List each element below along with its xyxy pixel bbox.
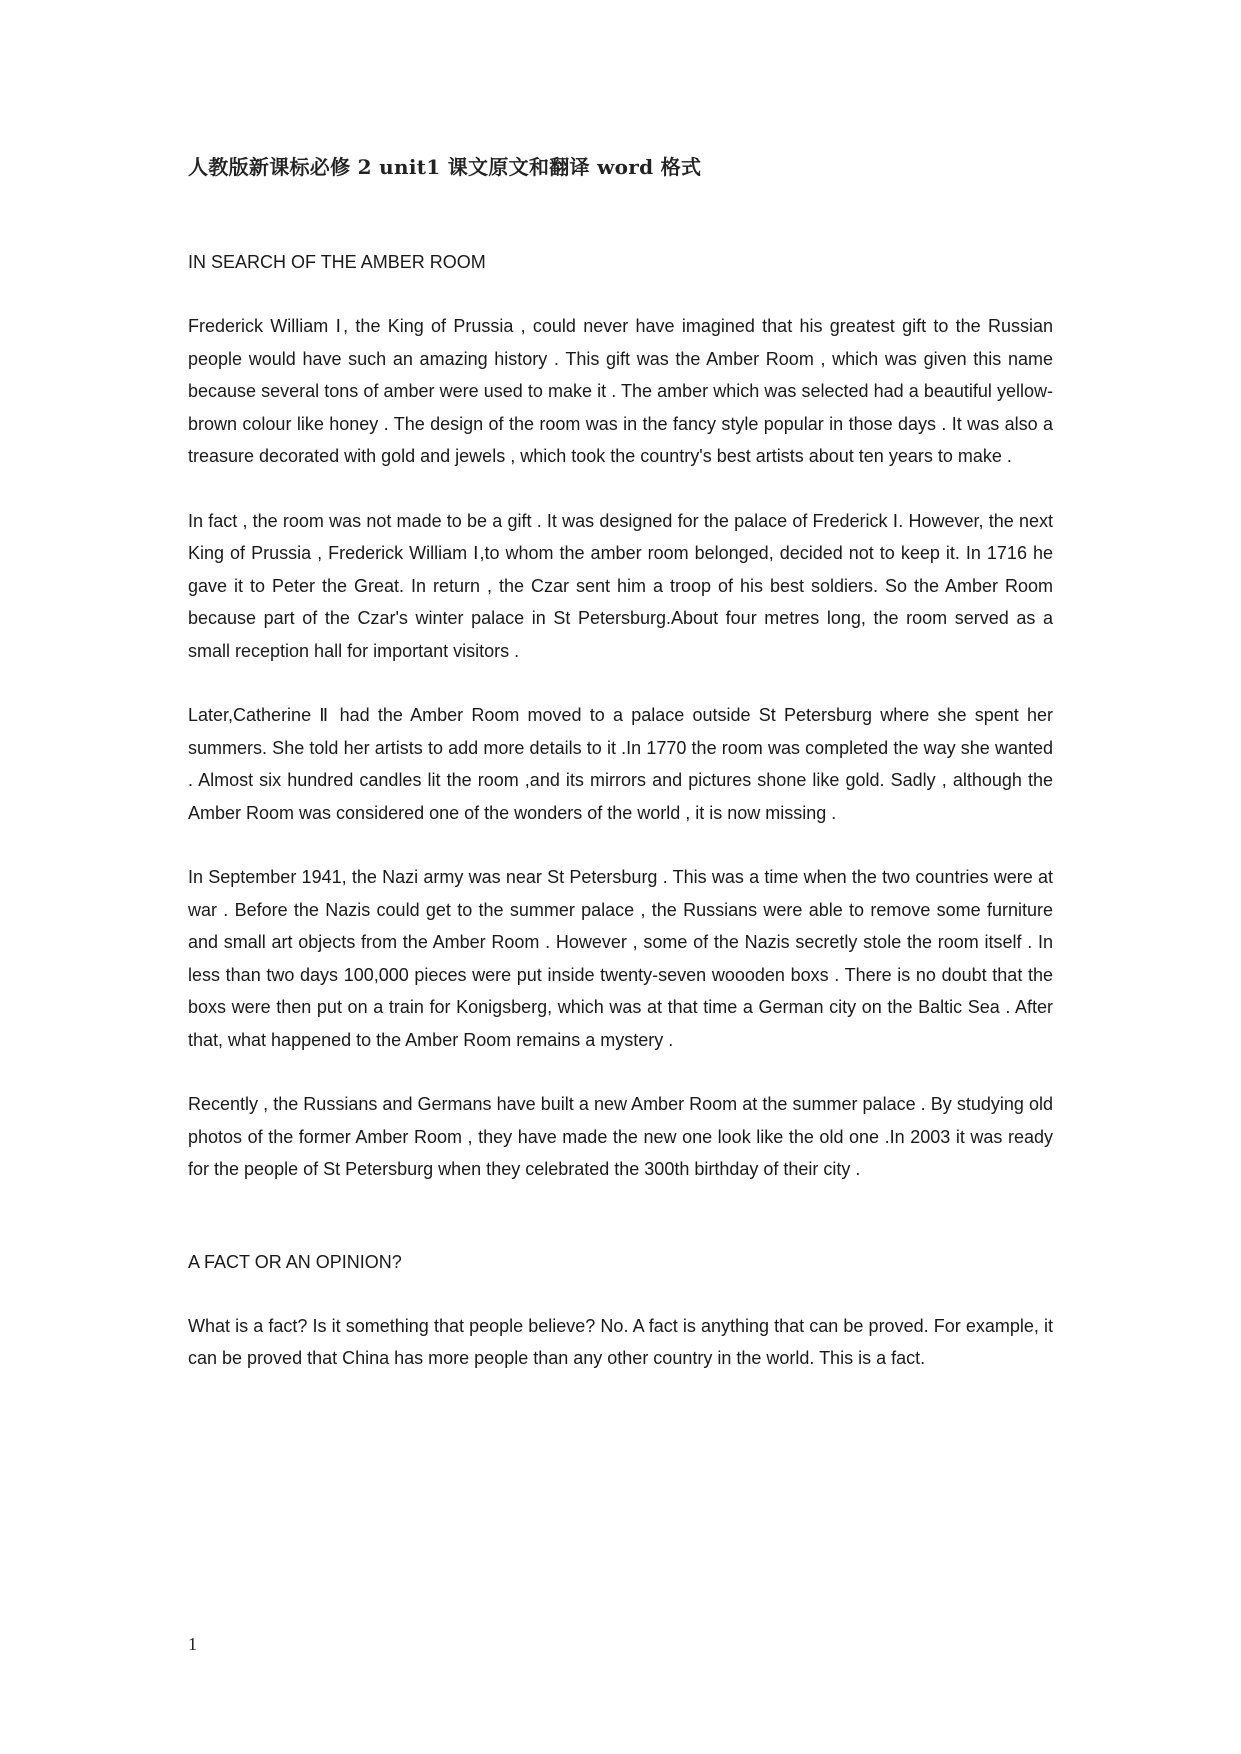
paragraph: What is a fact? Is it something that people believe? No. A fact is anything that can be proved. For example, it can be proved that China has more people than any other country in the world. This is a fact. xyxy=(188,1315,1053,1368)
paragraph: Later,Catherine Ⅱ had the Amber Room moved to a palace outside St Petersburg where she spent her summers. She told her artists to add more details to it .In 1770 the room was completed the way she wanted . Almost six hundred candles lit the room ,and its mirrors and pictures shone like gold. Sadly , although the Amber Room was considered one of the wonders of the world , it is now missing . xyxy=(188,705,1053,823)
section-heading-fact-or-opinion: A FACT OR AN OPINION? xyxy=(188,1251,402,1272)
paragraph: Frederick William Ⅰ, the King of Prussia , could never have imagined that his greatest gift to the Russian people would have such an amazing history . This gift was the Amber Room , which was given this name because several tons of amber were used to make it . The amber which was selected had a beautiful yellow-brown colour like honey . The design of the room was in the fancy style popular in those days . It was also a treasure decorated with gold and jewels , which took the country's best artists about ten years to make . xyxy=(188,316,1053,466)
document-title: 人教版新课标必修 2 unit1 课文原文和翻译 word 格式 xyxy=(188,155,702,179)
page-content xyxy=(188,150,1053,1375)
paragraph: In September 1941, the Nazi army was near St Petersburg . This was a time when the two countries were at war . Before the Nazis could get to the summer palace , the Russians were able to remove some furniture and small art objects from the Amber Room . However , some of the Nazis secretly stole the room itself . In less than two days 100,000 pieces were put inside twenty-seven woooden boxs . There is no doubt that the boxs were then put on a train for Konigsberg, which was at that time a German city on the Baltic Sea . After that, what happened to the Amber Room remains a mystery . xyxy=(188,867,1053,1050)
section-heading-amber-room: IN SEARCH OF THE AMBER ROOM xyxy=(188,252,486,272)
paragraph: In fact , the room was not made to be a gift . It was designed for the palace of Frederick Ⅰ. However, the next King of Prussia , Frederick William Ⅰ,to whom the amber room belonged, decided not to keep it. In 1716 he gave it to Peter the Great. In return , the Czar sent him a troop of his best soldiers. So the Amber Room because part of the Czar's winter palace in St Petersburg.About four metres long, the room served as a small reception hall for important visitors . xyxy=(188,510,1053,661)
page-number: 1 xyxy=(188,1634,197,1654)
paragraph: Recently , the Russians and Germans have built a new Amber Room at the summer palace . By studying old photos of the former Amber Room , they have made the new one look like the old one .In 2003 it was ready for the people of St Petersburg when they celebrated the 300th birthday of their city . xyxy=(188,1094,1053,1179)
